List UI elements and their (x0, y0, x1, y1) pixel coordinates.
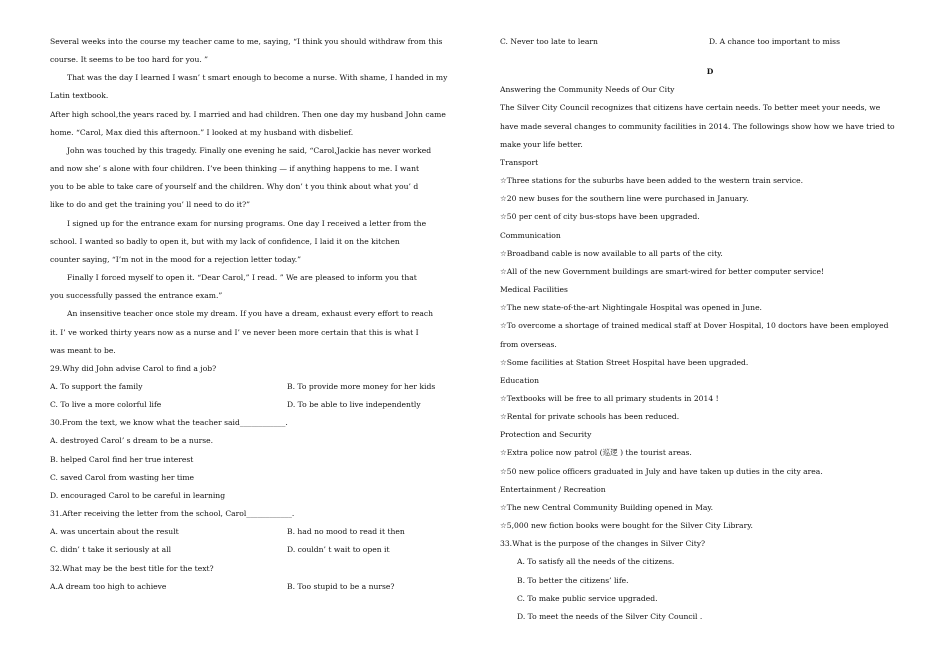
option-choice: D. To meet the needs of the Silver City Council . (517, 611, 703, 621)
list-item: ☆The new Central Community Building opened in May. (500, 502, 714, 512)
passage-line: An insensitive teacher once stole my dream. If you have a dream, exhaust every effort to reach (67, 309, 434, 319)
list-item: ☆20 new buses for the southern line were purchased in January. (500, 194, 749, 204)
list-item: ☆Three stations for the suburbs have been added to the western train service. (500, 176, 804, 186)
option-row (50, 523, 468, 541)
section-heading: Entertainment / Recreation (500, 484, 606, 494)
list-item: ☆50 per cent of city bus-stops have been upgraded. (500, 212, 700, 222)
option-choice: C. saved Carol from wasting her time (50, 472, 195, 482)
question-stem: 33.What is the purpose of the changes in Silver City? (500, 539, 706, 549)
passage-line: like to do and get the training you’ ll need to do it?” (50, 200, 251, 210)
list-item: ☆To overcome a shortage of trained medical staff at Dover Hospital, 10 doctors have been employed (500, 321, 889, 331)
passage-line: and now she’ s alone with four children. I’ve been thinking — if anything happens to me. I want (50, 164, 420, 174)
option-choice: B. To provide more money for her kids (287, 381, 436, 391)
option-choice: B. helped Carol find her true interest (50, 454, 194, 464)
passage-line: After high school,the years raced by. I married and had children. Then one day my husband John came (50, 109, 446, 119)
passage-line: you to be able to take care of yourself and the children. Why don’ t you think about what you’ d (50, 182, 419, 192)
passage-line: Finally I forced myself to open it. “Dear Carol,” I read. ” We are pleased to inform you that (67, 273, 417, 283)
passage-line: That was the day I learned I wasn’ t smart enough to become a nurse. With shame, I handed in my (67, 73, 448, 83)
passage-line: counter saying, “I’m not in the mood for a rejection letter today.” (50, 254, 302, 264)
list-item: ☆The new state-of-the-art Nightingale Hospital was opened in June. (500, 303, 762, 313)
passage-title: Answering the Community Needs of Our City (500, 85, 675, 95)
passage-line: was meant to be. (50, 345, 116, 355)
right-column (500, 33, 920, 626)
list-item: ☆Rental for private schools has been reduced. (500, 412, 680, 422)
option-choice: C. To make public service upgraded. (517, 593, 658, 603)
passage-line: The Silver City Council recognizes that citizens have certain needs. To better meet your needs, we (500, 103, 881, 113)
question-stem: 31.After receiving the letter from the school, Carol____________. (50, 509, 295, 519)
section-heading: Education (500, 375, 540, 385)
list-item: ☆Textbooks will be free to all primary students in 2014 ! (500, 393, 719, 403)
passage-line: it. I’ ve worked thirty years now as a nurse and I’ ve never been more certain that this is what I (50, 327, 419, 337)
option-choice: A. To satisfy all the needs of the citizens. (517, 557, 675, 567)
option-choice: D. A chance too important to miss (709, 37, 840, 46)
passage-line: school. I wanted so badly to open it, but with my lack of confidence, I laid it on the kitchen (50, 236, 400, 246)
passage-line: course. It seems to be too hard for you. ” (50, 55, 209, 65)
option-choice: A. was uncertain about the result (50, 527, 179, 537)
passage-line: Latin textbook. (50, 91, 109, 101)
option-choice: B. Too stupid to be a nurse? (287, 581, 395, 591)
section-heading: Transport (500, 157, 539, 167)
section-heading: Medical Facilities (500, 285, 568, 295)
option-row (50, 378, 468, 396)
passage-line: I signed up for the entrance exam for nursing programs. One day I received a letter from the (67, 218, 427, 228)
list-item: ☆Extra police now patrol (巡逻 ) the tourist areas. (500, 448, 692, 458)
option-choice: A.A dream too high to achieve (50, 581, 167, 591)
passage-line: have made several changes to community facilities in 2014. The followings show how we have tried to (500, 121, 895, 131)
option-choice: A. To support the family (50, 381, 143, 391)
option-row (50, 541, 468, 559)
option-choice: A. destroyed Carol’ s dream to be a nurse. (50, 436, 214, 446)
option-choice: D. couldn’ t wait to open it (287, 545, 390, 555)
option-choice: C. didn’ t take it seriously at all (50, 545, 172, 555)
option-row (50, 578, 468, 596)
option-choice: C. Never too late to learn (500, 37, 598, 46)
list-item: ☆Broadband cable is now available to all parts of the city. (500, 248, 723, 258)
list-item: from overseas. (500, 339, 557, 349)
list-item: ☆Some facilities at Station Street Hospital have been upgraded. (500, 357, 749, 367)
passage-label: D (706, 67, 714, 77)
list-item: ☆5,000 new fiction books were bought for the Silver City Library. (500, 521, 753, 531)
option-choice: D. To be able to live independently (287, 400, 421, 410)
option-choice: B. To better the citizens’ life. (517, 575, 629, 585)
section-heading: Protection and Security (500, 430, 592, 440)
option-row (50, 396, 468, 414)
list-item: ☆All of the new Government buildings are smart-wired for better computer service! (500, 266, 825, 276)
question-stem: 32.What may be the best title for the text? (50, 563, 214, 573)
list-item: ☆50 new police officers graduated in July and have taken up duties in the city area. (500, 466, 823, 476)
question-stem: 30.From the text, we know what the teacher said____________. (50, 418, 288, 428)
passage-line: you successfully passed the entrance exam.” (50, 291, 223, 301)
left-column (50, 33, 468, 596)
passage-line: make your life better. (500, 139, 583, 149)
option-choice: B. had no mood to read it then (287, 527, 405, 537)
option-choice: C. To live a more colorful life (50, 400, 162, 410)
passage-line: John was touched by this tragedy. Finally one evening he said, “Carol,Jackie has never worked (67, 145, 432, 155)
passage-line: Several weeks into the course my teacher came to me, saying, “I think you should withdraw from this (50, 37, 443, 46)
option-row (500, 33, 920, 51)
question-stem: 29.Why did John advise Carol to find a job? (50, 363, 217, 373)
passage-line: home. “Carol, Max died this afternoon.” I looked at my husband with disbelief. (50, 127, 354, 137)
option-choice: D. encouraged Carol to be careful in learning (50, 490, 226, 500)
section-heading: Communication (500, 230, 561, 240)
